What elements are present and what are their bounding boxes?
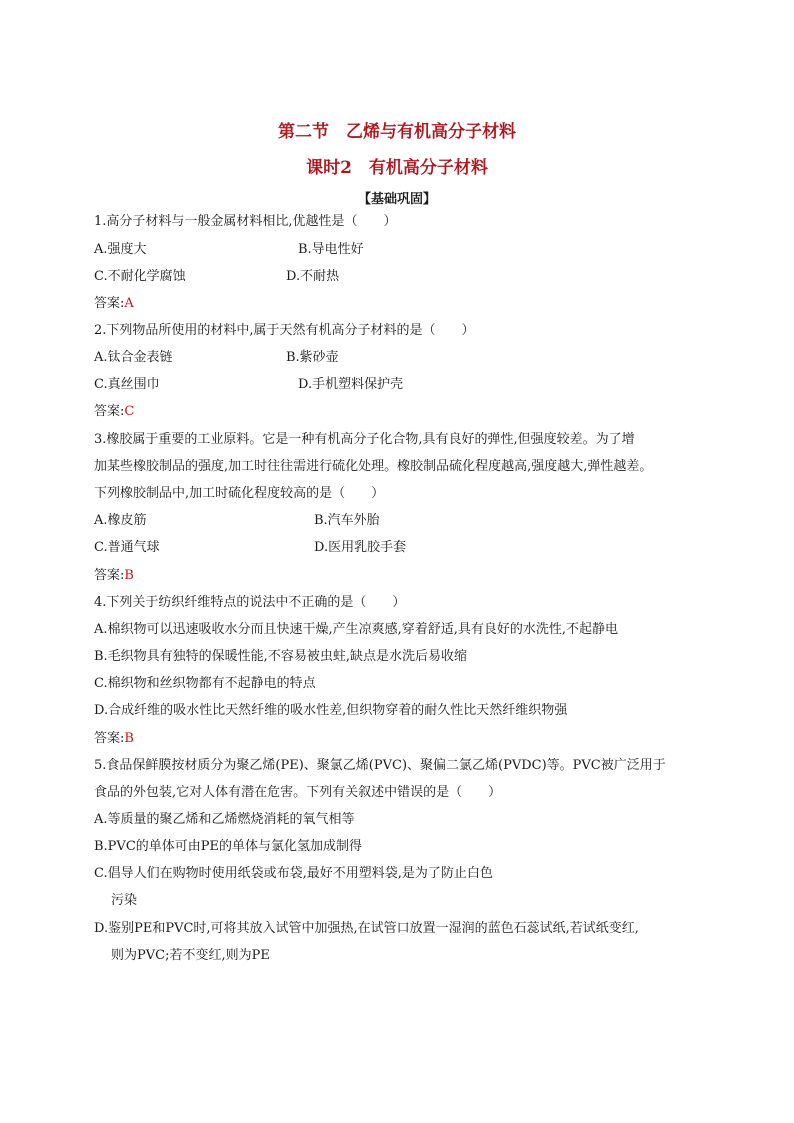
question-4-option-b: B.毛织物具有独特的保暖性能,不容易被虫蛀,缺点是水洗后易收缩 xyxy=(94,649,467,664)
question-1-option-a: A.强度大 xyxy=(94,242,147,257)
question-3-option-b: B.汽车外胎 xyxy=(314,513,380,528)
answer-value: B xyxy=(124,731,134,746)
answer-label: 答案: xyxy=(94,731,125,746)
category-heading: 【基础巩固】 xyxy=(357,192,436,207)
question-4-stem: 4.下列关于纺织纤维特点的说法中不正确的是（ ） xyxy=(94,595,406,610)
question-2-stem: 2.下列物品所使用的材料中,属于天然有机高分子材料的是（ ） xyxy=(94,323,475,338)
answer-value: A xyxy=(124,296,134,311)
question-1-option-b: B.导电性好 xyxy=(298,242,364,257)
question-2-answer xyxy=(94,403,134,421)
question-4-option-a: A.棉织物可以迅速吸收水分而且快速干燥,产生凉爽感,穿着舒适,具有良好的水洗性,不起静电 xyxy=(94,622,619,637)
question-1-stem: 1.高分子材料与一般金属材料相比,优越性是（ ） xyxy=(94,214,397,229)
question-3-option-c: C.普通气球 xyxy=(94,540,160,555)
question-3-stem-line-3: 下列橡胶制品中,加工时硫化程度较高的是（ ） xyxy=(94,486,385,501)
question-5-option-d-continued: 则为PVC;若不变红,则为PE xyxy=(111,948,270,963)
question-1-option-d: D.不耐热 xyxy=(286,269,340,284)
question-5-option-a: A.等质量的聚乙烯和乙烯燃烧消耗的氧气相等 xyxy=(94,812,355,827)
answer-label: 答案: xyxy=(94,296,125,311)
question-3-option-a: A.橡皮筋 xyxy=(94,513,147,528)
question-2-option-b: B.紫砂壶 xyxy=(286,350,339,365)
question-5-option-d: D.鉴别PE和PVC时,可将其放入试管中加强热,在试管口放置一湿润的蓝色石蕊试纸,若试纸变红, xyxy=(94,921,639,936)
answer-value: C xyxy=(124,404,135,419)
question-2-option-a: A.钛合金表链 xyxy=(94,350,173,365)
question-3-option-d: D.医用乳胶手套 xyxy=(314,540,407,555)
question-5-stem-line-1: 5.食品保鲜膜按材质分为聚乙烯(PE)、聚氯乙烯(PVC)、聚偏二氯乙烯(PVDC)等。PVC被广泛用于 xyxy=(94,758,666,773)
question-3-stem-line-1: 3.橡胶属于重要的工业原料。它是一种有机高分子化合物,具有良好的弹性,但强度较差。为了增 xyxy=(94,432,635,447)
question-4-option-c: C.棉织物和丝织物都有不起静电的特点 xyxy=(94,676,316,691)
question-5-option-c: C.倡导人们在购物时使用纸袋或布袋,最好不用塑料袋,是为了防止白色 xyxy=(94,866,493,881)
question-4-option-d: D.合成纤维的吸水性比天然纤维的吸水性差,但织物穿着的耐久性比天然纤维织物强 xyxy=(94,703,568,718)
question-1-answer xyxy=(94,295,134,313)
question-5-stem-line-2: 食品的外包装,它对人体有潜在危害。下列有关叙述中错误的是（ ） xyxy=(94,785,502,800)
question-3-stem-line-2: 加某些橡胶制品的强度,加工时往往需进行硫化处理。橡胶制品硫化程度越高,强度越大,弹性越差。 xyxy=(94,459,653,474)
question-5-option-b: B.PVC的单体可由PE的单体与氯化氢加成制得 xyxy=(94,839,363,854)
question-5-option-c-continued: 污染 xyxy=(111,893,138,908)
question-2-option-d: D.手机塑料保护壳 xyxy=(298,377,404,392)
answer-label: 答案: xyxy=(94,404,125,419)
question-4-answer xyxy=(94,730,134,748)
question-1-option-c: C.不耐化学腐蚀 xyxy=(94,269,186,284)
lesson-title: 课时2 有机高分子材料 xyxy=(306,158,488,178)
section-title: 第二节 乙烯与有机高分子材料 xyxy=(278,122,516,142)
answer-value: B xyxy=(124,568,134,583)
question-3-answer xyxy=(94,567,134,585)
question-2-option-c: C.真丝围巾 xyxy=(94,377,160,392)
answer-label: 答案: xyxy=(94,568,125,583)
